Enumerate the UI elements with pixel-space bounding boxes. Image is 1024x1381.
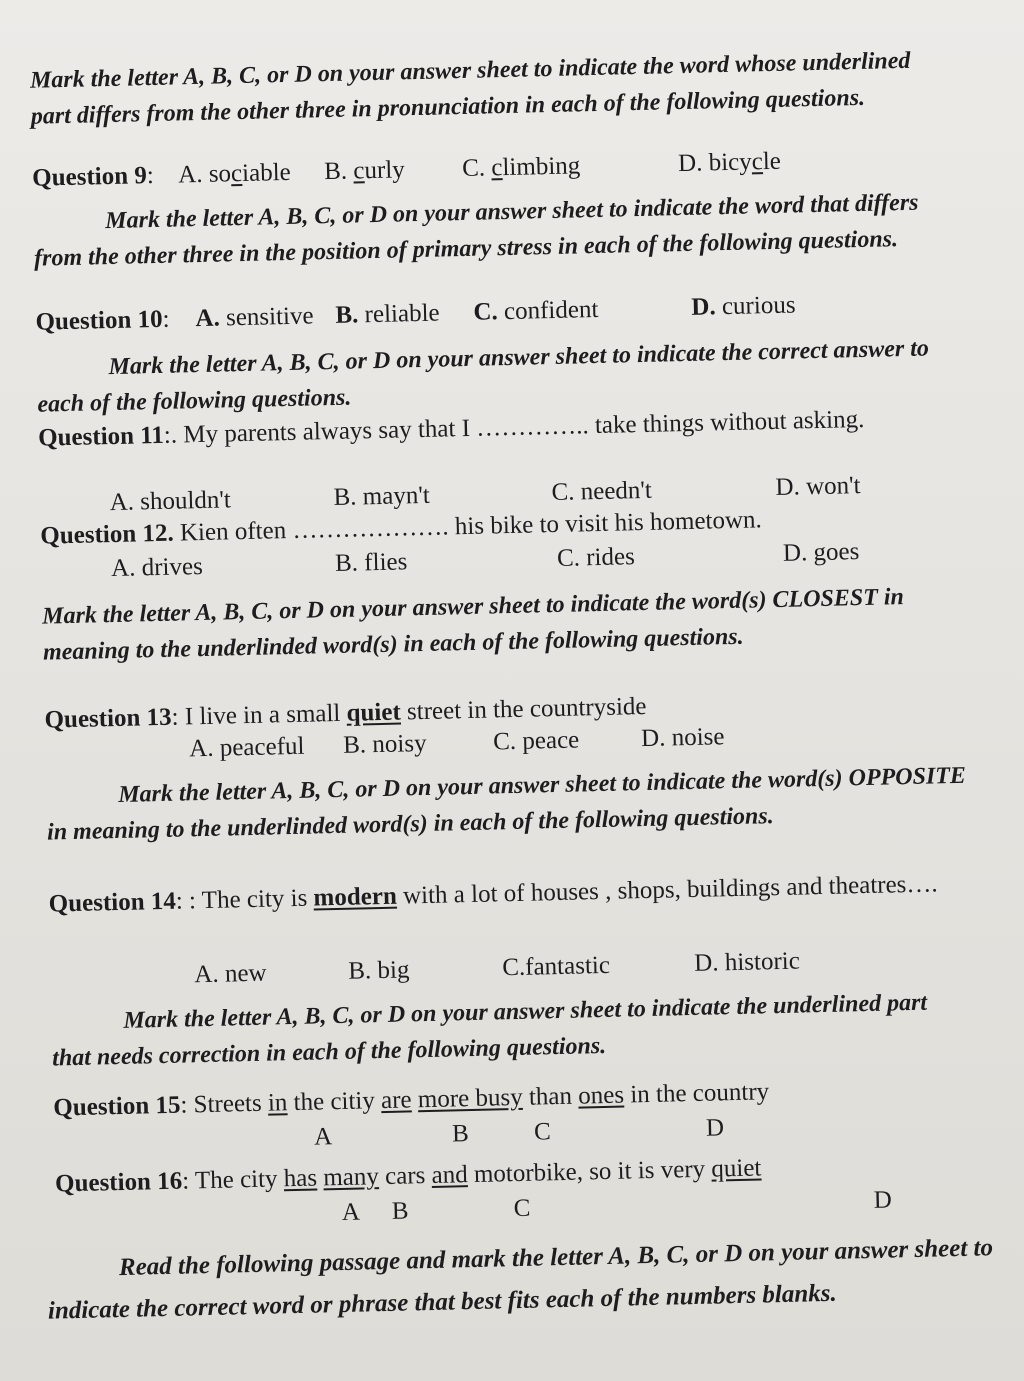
- question-12: Question 12. Kien often ………………. his bike to visit his hometown.: [40, 506, 763, 550]
- part-c[interactable]: more busy: [417, 1083, 523, 1114]
- part-d-label: D: [705, 1114, 725, 1142]
- q14-option-a[interactable]: A. new: [194, 959, 267, 989]
- instruction-stress: Mark the letter A, B, C, or D on your answer sheet to indicate the word that differs from the other three in the position of primary stress in each of the following questions.: [33, 189, 919, 272]
- question-15: Question 15: Streets in the citiy are more busy than ones in the country: [53, 1078, 770, 1122]
- answer-blank: …………..: [475, 412, 590, 442]
- answer-blank: ……………….: [292, 513, 449, 544]
- q14-option-c[interactable]: C.fantastic: [501, 951, 611, 982]
- q12-option-a[interactable]: A. drives: [110, 552, 204, 583]
- q10-option-c[interactable]: C. confident: [473, 295, 599, 326]
- question-9: Question 9:: [31, 161, 155, 192]
- instruction-closest-meaning: Mark the letter A, B, C, or D on your answer sheet to indicate the word(s) CLOSEST in meaning to the underlinded word(s) in each of the following questions.: [41, 584, 905, 666]
- question-16: Question 16: The city has many cars and motorbike, so it is very quiet: [54, 1154, 762, 1198]
- question-14: Question 14: : The city is modern with a lot of houses , shops, buildings and theatres….: [48, 870, 938, 918]
- q9-option-d[interactable]: D. bicycle: [677, 147, 782, 178]
- q12-option-d[interactable]: D. goes: [782, 538, 860, 567]
- q11-option-a[interactable]: A. shouldn't: [109, 486, 232, 517]
- part-d[interactable]: quiet: [711, 1154, 762, 1183]
- q10-option-a[interactable]: A. sensitive: [195, 302, 314, 333]
- instruction-opposite-meaning: Mark the letter A, B, C, or D on your answer sheet to indicate the word(s) OPPOSITE in meaning to the underlinded word(s) in each of the following questions.: [46, 762, 967, 846]
- part-d[interactable]: ones: [577, 1081, 625, 1110]
- question-13: Question 13: I live in a small quiet street in the countryside: [44, 692, 647, 734]
- part-a-label: A: [313, 1123, 333, 1151]
- q13-option-d[interactable]: D. noise: [640, 723, 725, 753]
- q14-option-b[interactable]: B. big: [348, 956, 410, 985]
- q13-option-b[interactable]: B. noisy: [342, 729, 427, 759]
- q12-option-b[interactable]: B. flies: [334, 548, 408, 577]
- part-c-label: C: [513, 1194, 531, 1223]
- part-b-label: B: [391, 1197, 409, 1225]
- q9-option-a[interactable]: A. sociable: [177, 158, 292, 189]
- part-b-label: B: [451, 1120, 470, 1148]
- q9-option-b[interactable]: B. curly: [323, 156, 406, 186]
- question-10: Question 10:: [35, 305, 170, 336]
- part-c[interactable]: and: [431, 1161, 468, 1189]
- question-11: Question 11:. My parents always say that I ………….. take things without asking.: [37, 405, 865, 452]
- q13-option-c[interactable]: C. peace: [492, 726, 580, 756]
- key-word: quiet: [346, 698, 402, 727]
- part-a-label: A: [341, 1198, 361, 1226]
- q10-option-d[interactable]: D. curious: [691, 291, 796, 321]
- q13-option-a[interactable]: A. peaceful: [188, 732, 305, 763]
- instruction-pronunciation: Mark the letter A, B, C, or D on your answer sheet to indicate the word whose underlined part differs from the other three in pronunciation in each of the following questions.: [29, 47, 911, 130]
- q11-option-d[interactable]: D. won't: [775, 472, 861, 501]
- q9-option-c[interactable]: C. climbing: [461, 152, 581, 182]
- question-label: Question 9: [31, 162, 148, 192]
- q11-option-c[interactable]: C. needn't: [551, 476, 653, 507]
- q14-option-d[interactable]: D. historic: [693, 947, 801, 977]
- part-d-label: D: [873, 1186, 893, 1214]
- part-c-label: C: [533, 1118, 552, 1146]
- part-b[interactable]: are: [380, 1086, 412, 1115]
- part-a[interactable]: in: [267, 1089, 288, 1117]
- instruction-error-correction: Mark the letter A, B, C, or D on your answer sheet to indicate the underlined part that needs correction in each of the following questions.: [51, 989, 928, 1072]
- part-b[interactable]: many: [323, 1163, 380, 1192]
- key-word: modern: [313, 882, 398, 912]
- instruction-correct-answer: Mark the letter A, B, C, or D on your answer sheet to indicate the correct answer to each of the following questions.: [37, 335, 930, 418]
- q10-option-b[interactable]: B. reliable: [335, 299, 440, 329]
- q12-option-c[interactable]: C. rides: [556, 543, 636, 572]
- q11-option-b[interactable]: B. mayn't: [333, 481, 431, 511]
- instruction-reading-passage: Read the following passage and mark the letter A, B, C, or D on your answer sheet to indicate the correct word or phrase that best fits each of the numbers blanks.: [47, 1234, 994, 1325]
- part-a[interactable]: has: [283, 1164, 318, 1193]
